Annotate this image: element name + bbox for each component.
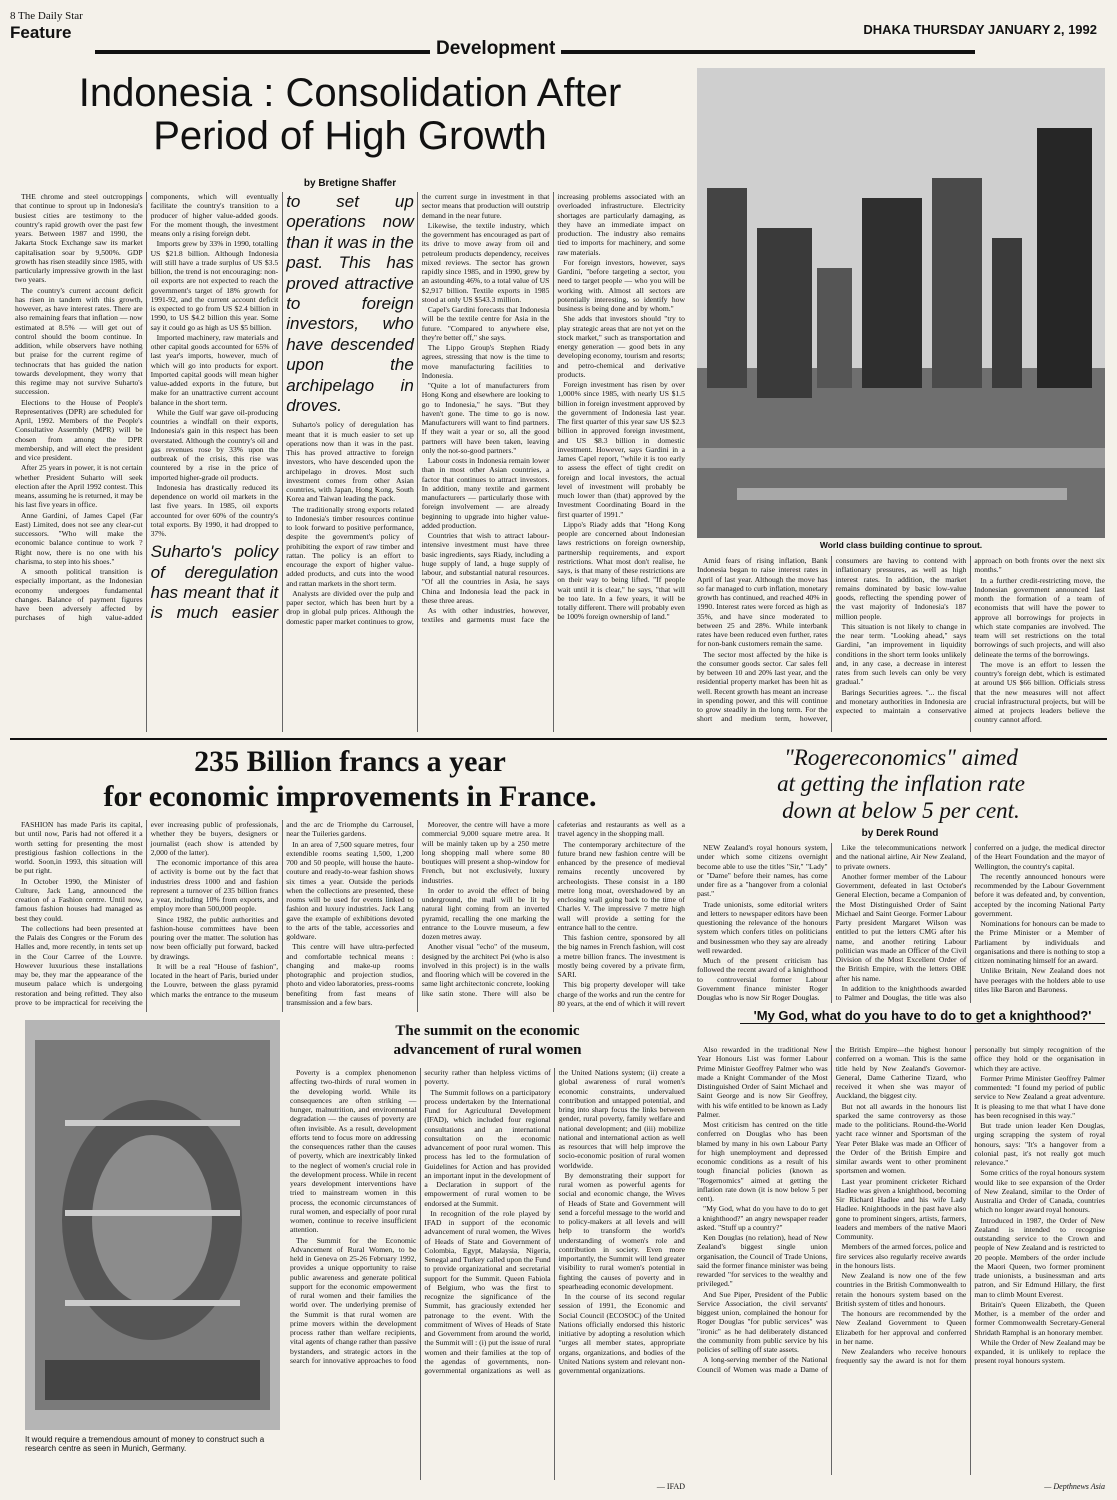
paragraph: By demonstrating their support for rural women as powerful agents for social and economic change, the Wives of Heads of State and Government will send a forceful message to the world and to policy-makers at all levels and will help to transform the world's understanding of women's role and contribution in society. Even more importantly, the Summit will lend greater visibility to rural women's potential in fighting the causes of poverty and in spearheading economic development. <box>558 1170 685 1291</box>
paragraph: In addition to the knighthoods awarded to Palmer and Douglas, the title was also conferred on a judge, the medical director of the Heart Foundation and the mayor of Wellington, the country's capital. <box>835 843 1105 1002</box>
paragraph: Unlike Britain, New Zealand does not have peerages with the holders able to use titles like Baron and Baroness. <box>974 966 1105 994</box>
paragraph: Also rewarded in the traditional New Year Honours List was former Labour Prime Minister Geoffrey Palmer who was made a Knight Commander of the Most Distinguished Order of Saint Michael and Saint George and is now Sir Geoffrey, with his wife entitled to be known as Lady Palmer. <box>697 1045 828 1119</box>
paragraph: Members of the armed forces, police and fire services also regularly receive awards in the honours lists. <box>835 1242 967 1270</box>
headline-line-2: for economic improvements in France. <box>103 779 597 813</box>
paragraph: Barings Securities agrees. "... the fiscal and monetary authorities in Indonesia are expected to maintain a conservative approach on both fronts over the next six months." <box>835 556 1105 715</box>
paragraph: Imported machinery, raw materials and other capital goods accounted for 65% of last year's imports, however, much of which will go into products for export. Imported capital goods will mean higher value-added exports in the future, but make for an unattractive current account balance in the short term. <box>150 332 279 407</box>
paragraph: NEW Zealand's royal honours system, under which some citizens overnight become able to use the titles "Sir," "Lady" or "Dame" before their names, has come under fire as a "hangover from a colonial past." <box>697 843 828 899</box>
paragraph: Nominations for honours can be made to the Prime Minister or a Member of Parliament by individuals and organisations and there is nothing to stop a citizen nominating himself for an award. <box>974 919 1105 965</box>
headline-line-1: "Rogereconomics" aimed <box>784 745 1018 770</box>
paragraph: Trade unionists, some editorial writers and letters to newspaper editors have been questioning the relevance of the honours system which confers titles on politicians and businessmen who they say are already well rewarded. <box>697 899 828 955</box>
nz-byline: by Derek Round <box>861 828 939 839</box>
paragraph: Some critics of the royal honours system would like to see expansion of the Order of New Zealand, similar to the Order of Australia and Order of Canada, countries which no longer award royal honours. <box>974 1168 1105 1215</box>
summit-headline <box>290 1022 685 1060</box>
headline-line-1: The summit on the economic <box>395 1023 580 1039</box>
paragraph: Countries that wish to attract labour-intensive investment must have three basic ingredients, says Riady, including a huge supply of land, a huge supply of labour, and substantial natural resources. "Of all the countries in Asia, he says China and Indonesia lead the pack in these three areas. <box>421 531 550 605</box>
paragraph: Since 1982, the public authorities and fashion-house committees have been pouring over the matter. The solution has now been officially put forward, backed by drawings. <box>150 914 279 961</box>
paragraph: Labour costs in Indonesia remain lower than in most other Asian countries, a factor that continues to attract investors. In addition, many textile and garment manufacturers — particularly those with foreign involvement — are already beginning to upgrade into higher value-added production. <box>421 456 550 530</box>
indonesia-body-columns <box>15 192 685 732</box>
nz-headline <box>697 745 1105 824</box>
paragraph: In October 1990, the Minister of Culture, Jack Lang, announced the creation of a Fashion centre. Until now, famous fashion houses had managed as best they could. <box>15 876 143 923</box>
paragraph: For foreign investors, however, says Gardini, "before targeting a sector, you need to target people — who you will be working with. Almost all sectors are potentially interesting, so identify how business is being done and by whom." <box>557 257 685 313</box>
paragraph: Last year prominent cricketer Richard Hadlee was given a knighthood, becoming Sir Richard Hadlee and his wife Lady Hadlee. Knighthoods in the past have also gone to prominent singers, artists, farmers, leaders and members of the native Maori Community. <box>835 1176 967 1241</box>
paragraph: Britain's Queen Elizabeth, the Queen Mother, is a member of the order and former Commonwealth Secretary-General Shridath Ramphal is an honorary member. <box>974 1299 1105 1337</box>
paragraph: This fashion centre, sponsored by all the big names in French fashion, will cost a metre billion francs. The investment is mostly being covered by a private firm, SARI. <box>557 933 685 979</box>
paragraph: New Zealand is now one of the few countries in the British Commonwealth to retain the honours system based on the British system of titles and honours. <box>835 1271 967 1308</box>
headline-line-2: Period of High Growth <box>153 114 547 159</box>
paragraph: And Sue Piper, President of the Public Service Association, the civil servants' biggest union, complained the honour for Roger Douglas "for public services" was "ironic" as he had deliberately distanced the community from public service by his policies of selling off state assets. <box>697 1289 828 1354</box>
paragraph: Suharto's policy of deregulation has meant that it is much easier to set up operations now than it was in the past. This has proved attractive to foreign investors, who have descended upon the archipelago in droves. Most such investment comes from other Asian countries, with Japan, Hong Kong, South Korea and Taiwan leading the pack. <box>286 420 414 504</box>
paragraph: The economic importance of this area of activity is borne out by the fact that industries dress 1000 and and fashion represent a turnover of 235 billion francs a year, including 10% from exports, and employ more than 500,000 people. <box>150 858 279 914</box>
indonesia-body-continued <box>697 556 1105 732</box>
paragraph: Another visual "echo" of the museum, designed by the architect Pei (who is also involved in this project) is in the walls and flooring which will be covered in the same light architectonic concrete, looking like satin stone. There will also be cafeterias and restaurants as well as a travel agency in the shopping mall. <box>421 820 685 998</box>
paragraph: "My God, what do you have to do to get a knighthood?" an angry newspaper reader asked. "Stuff up a country?" <box>697 1204 828 1232</box>
paragraph: Like the telecommunications network and the national airline, Air New Zealand, to private owners. <box>835 843 967 871</box>
paragraph: Lippo's Riady adds that "Hong Kong people are concerned about Indonesian laws restrictions on foreign ownership, partnership requirements, and export restrictions. What most don't realise, he says, is that many of these restrictions are on their way to being lifted. "If people wait until it is clear," he says, "that will be too late. In a few years, it will be totally different. There will probably even be 100% foreign ownership of land." <box>557 519 685 622</box>
france-headline <box>15 745 685 814</box>
paragraph: Ken Douglas (no relation), head of New Zealand's biggest single union organisation, the Council of Trade Unions, said the former finance minister was being rewarded "for services to the wealthy and privileged." <box>697 1233 828 1289</box>
paragraph: Analysts are divided over the pulp and paper sector, which has been hurt by a drop in global pulp prices. Although the domestic paper market continues to grow, the current surge in investment in that sector means that production will outstrip demand in the near future. <box>286 192 550 626</box>
paragraph: This situation is not likely to change in the near term. "Looking ahead," says Gardini, "an improvement in liquidity conditions in the short term looks unlikely and, in any case, a decrease in interest rates from such levels can only be very gradual." <box>835 621 967 687</box>
paragraph: THE chrome and steel outcroppings that continue to sprout up in Indonesia's busiest cities are testimony to the country's rapid growth over the past few years. Between 1987 and 1990, the Jakarta Stock Exchange saw its market capitalisation soar by 9,500%. GDP growth has risen steadily since 1985, with particularly impressive growth in the last two years. <box>15 192 143 285</box>
knighthood-box-heading: 'My God, what do you have to do to get a knighthood?' <box>740 1008 1105 1024</box>
indonesia-byline: by Bretigne Shaffer <box>303 178 397 189</box>
research-centre-photo <box>25 1020 280 1430</box>
paragraph: In recognition of the role played by IFAD in support of the economic advancement of rural women, the Wives of Heads of State and Government of Colombia, Egypt, Malaysia, Nigeria, Senegal and Turkey called upon the Fund to provide organizational and secretarial support for the Summit. Queen Fabiola of Belgium, who was the first to recognize the significance of the Summit, has graciously extended her patronage to the event. With the commitment of Wives of Heads of State and Government from around the world, the Summit will : (i) put the issue of rural women and their families at the top of the agendas of governments, non-governmental organizations as well as the United Nations system; (ii) create a global awareness of rural women's economic constraints, undervalued contribution and untapped potential, and bring into sharp focus the links between gender, rural poverty, family welfare and national development; and (iii) mobilize national and international action as well as resources that will help improve the socio-economic position of rural women worldwide. <box>424 1068 685 1375</box>
category-label: Development <box>430 38 561 60</box>
nz-body-bottom <box>697 1045 1105 1475</box>
paragraph: In order to avoid the effect of being underground, the mall will be lit by natural light coming from an inverted pyramid, recalling the one marking the entrance to the Louvre museum, a few dozen metres away. <box>421 885 550 941</box>
paragraph: While the Gulf war gave oil-producing countries a windfall on their exports, Indonesia's gain in this respect has been overstated. Although the country's oil and gas revenues rose by 33% upon the outbreak of the crisis, this rise was countered by a rise in the price of imported higher-grade oil products. <box>150 407 279 482</box>
paragraph: In the course of its second regular session of 1991, the Economic and Social Council (ECOSOC) of the United Nations officially endorsed this historic initiative by adopting a resolution which "urges all member states, appropriate organs, organizations, and bodies of the United Nations system and relevant non-governmental organizations. <box>558 1292 685 1375</box>
paragraph: Moreover, the centre will have a more commercial 9,000 square metre area. It will be mainly taken up by a 250 metre long shopping mall where some 80 boutiques will present a shop-window for French, but not exclusively, luxury industries. <box>421 820 550 885</box>
paragraph: She adds that investors should "try to play strategic areas that are not yet on the stock market," such as transportation and energy generation — good bets in any developing economy, tourism and resorts; and petro-chemical and derivative products. <box>557 314 685 379</box>
paragraph: Most criticism has centred on the title conferred on Douglas who has been blamed by many in his own Labour Party for high unemployment and depressed economic conditions as a result of his tough financial policies (known as "Rogernomics" aimed at getting the inflation rate down (it is now below 5 per cent). <box>697 1120 828 1203</box>
paragraph: This centre will have ultra-perfected and comfortable technical means : changing and make-up rooms photographic and projection studios, photo and video laboratories, press-rooms benefiting from fast means of transmission and a few bars. <box>286 942 414 1007</box>
paragraph: In an area of 7,500 square metres, four extendible rooms seating 1,500, 1,200 700 and 50 people, will house the haute-couture and ready-to-wear fashion shows six times a year. Outside the periods when the collections are presented, these rooms will be used for events linked to fashion and luxury industries. Jack Lang gave the example of exhibitions devoted to the arts of the table, accessories and goldware. <box>286 839 414 941</box>
section-divider <box>10 738 1107 740</box>
paragraph: The honours are recommended by the New Zealand Government to Queen Elizabeth for her approval and conferred in her name. <box>835 1309 967 1346</box>
paragraph: Imports grew by 33% in 1990, totalling US $21.8 billion. Although Indonesia will still have a trade surplus of US $3.5 billion, the trend is not encouraging: non-oil exports are not expected to reach the government's target of 18% growth for 1991-92, and the current account deficit is expected to go from US $2.4 billion in 1990, to US $4.2 billion this year. Some say it could go as high as US $5 billion. <box>150 239 279 332</box>
paragraph: Elections to the House of People's Representatives (DPR) are scheduled for April, 1992. Members of the People's Consultative Assembly (MPR) will be chosen from among the DPR membership, and will elect the president and vice president. <box>15 397 143 462</box>
summit-credit: — IFAD <box>656 1482 685 1491</box>
paragraph: New Zealanders who receive honours frequently say the award is not for them personally but simply recognition of the office they hold or the organisation in which they are active. <box>835 1045 1105 1366</box>
paragraph: Capel's Gardini forecasts that Indonesia will be the textile centre for Asia in the future. "Compared to anywhere else, they're better off," she says. <box>421 305 550 342</box>
paragraph: But not all awards in the honours list sparked the same controversy as those made to the politicians. Round-the-World yacht race winner and Sportsman of the Year Peter Blake was made an Officer of the Order of the British Empire and similar awards went to other prominent sportsmen and women. <box>835 1101 967 1176</box>
headline-line-2: at getting the inflation rate <box>777 771 1025 797</box>
paper-name: 8 The Daily Star <box>10 10 83 22</box>
pull-quote: Suharto's policy of deregulation has meant that it is much easier to set up operations now than it was in the past. This has proved attractive to foreign investors, who have descended upon the archipelago in droves. <box>150 192 414 623</box>
paragraph: After 25 years in power, it is not certain whether President Suharto will seek election after the April 1992 contest. This means, assuming he is returned, it may be his last five years in office. <box>15 463 143 510</box>
section-label: Feature <box>10 23 72 42</box>
paragraph: Introduced in 1987, the Order of New Zealand is intended to recognise outstanding service to the Crown and people of New Zealand and is restricted to 20 people. Members of the order include the Maori Queen, two former prominent trade unionists, a businessman and arts patron, and Sir Edmund Hillary, the first man to climb Mount Everest. <box>974 1215 1105 1299</box>
dateline: DHAKA THURSDAY JANUARY 2, 1992 <box>863 22 1097 37</box>
paragraph: Likewise, the textile industry, which the government has encouraged as part of its drive to move away from oil and petroleum products dependency, receives mixed reviews. The sector has grown rapidly since 1985, and in 1990, grew by an astounding 46%, to a total value of US $2,917 billion. Textile exports in 1985 stood at only US $543.3 million. <box>421 220 550 304</box>
research-centre-caption: It would require a tremendous amount of money to construct such a research centre as seen in Munich, Germany. <box>25 1435 265 1453</box>
paragraph: It will be a real "House of fashion", located in the heart of Paris, buried under the Louvre, between the glass pyramid which marks the entrance to the museum and the arc de Triomphe du Carrousel, near the Tuileries gardens. <box>150 820 414 999</box>
paragraph: The contemporary architecture of the future brand new fashion centre will be enhanced by the presence of medieval remains recently uncovered by archeologists. These consist in a 180 metre long moat, overshadowed by an enclosing wall going back to the time of Charles V. The impressive 7 metre high wall will provide a setting for the entrance hall to the centre. <box>557 839 685 932</box>
paragraph: FASHION has made Paris its capital, but until now, Paris had not offered it a worth setting for presenting the most prestigious fashion collections in the world. Soon,in 1993, this situation will be put right. <box>15 820 143 876</box>
paragraph: A long-serving member of the National Council of Women was made a Dame of the British Empire—the highest honour conferred on a woman. This is the same title held by New Zealand's Governor-General, Dame Catherine Tizard, who received it when she was mayor of Auckland, the biggest city. <box>697 1045 967 1374</box>
paragraph: The recently announced honours were recommended by the Labour Government before it was defeated and, by convention, accepted by the incoming National Party government. <box>974 871 1105 918</box>
skyline-photo-caption: World class building continue to sprout. <box>819 540 983 550</box>
paragraph: The sector most affected by the hike is the consumer goods sector. Car sales fell by between 10 and 20% last year, and the residential property market has been hit as well. Recent growth has meant an increase in spending power, and this will continue to grow steadily in the long term. For the short and medium term, however, consumers are having to contend with inflationary pressures, as well as high interest rates. In addition, the market remains dominated by basic low-value goods, reflecting the spending power of the vast majority of Indonesia's 187 million people. <box>697 556 967 724</box>
nz-body-top <box>697 843 1105 1003</box>
masthead-left <box>10 10 83 43</box>
indonesia-headline <box>15 72 685 158</box>
paragraph: But trade union leader Ken Douglas, urging scrapping the system of royal honours, says: "It's a hangover from a colonial past, it's not really got much relevance." <box>974 1121 1105 1167</box>
paragraph: While the Order of New Zealand may be expanded, it is unlikely to replace the present royal honours system. <box>974 1337 1105 1366</box>
paragraph: "Quite a lot of manufacturers from Hong Kong and elsewhere are looking to go to Indonesia," he says. "But they haven't gone. The time to go is now. Manufacturers will want to find partners. If they wait a year or so, all the good partners will have been taken, leaving only the not-so-good partners." <box>421 381 550 455</box>
paragraph: This big property developer will take charge of the works and run the centre for 80 years, at the end of which it will revert <box>557 980 685 1008</box>
paragraph: Indonesia has drastically reduced its dependence on world oil markets in the last five years. In 1985, oil exports accounted for over 60% of the country's total exports. By 1990, it had dropped to 37%. <box>150 482 279 538</box>
paragraph: In a further credit-restricting move, the Indonesian government announced last month the formation of a team of economists that will have the power to approve all borrowings for projects in which state companies are involved. The team will set restrictions on the total borrowings of such projects, and will also delineate the terms of the borrowings. <box>974 575 1105 659</box>
headline-line-2: advancement of rural women <box>393 1041 582 1058</box>
paragraph: The Summit follows on a participatory process undertaken by the International Fund for Agricultural Development (IFAD), which included four regional consultations and an international consultation on the economic advancement of poor rural women. This process has led to the formulation of Guidelines for Action and has provided an important input in the development of a Declaration in support of the empowerment of rural women to be endorsed at the Summit. <box>424 1087 551 1208</box>
research-centre-image <box>25 1020 280 1430</box>
paragraph: The Lippo Group's Stephen Riady agrees, stressing that now is the time to move manufacturing facilities to Indonesia. <box>421 343 550 380</box>
paragraph: The traditionally strong exports related to Indonesia's timber resources continue to look forward to positive performance, despite the government's policy of prohibiting the export of raw timber and rattan. The policy is an effort to encourage the export of higher value-added products, and cuts into the wood and rattan markets in the short term. <box>286 504 414 588</box>
paragraph: Anne Gardini, of James Capel (Far East) Limited, does not see any clear-cut successors. "Who will make the economic balance continue to work ? Right now, there is no one with his charisma, to step into his shoes." <box>15 510 143 566</box>
paragraph: The collections had been presented at the Palais des Congres or the Forum des Halles and, more recently, in tents set up in the Cour Carree of the Louvre. However luxurious these installations may be, they mar the appearance of the museum palace which is undergoing restoration and being refitted. They also prove to be impractical for receiving the ever increasing public of professionals, whether they be buyers, designers or journalist (each show is attended by 2,000 of the latter). <box>15 820 279 1007</box>
headline-line-1: 235 Billion francs a year <box>194 745 506 778</box>
paragraph: Much of the present criticism has followed the recent award of a knighthood to controversial former Labour Government finance minister Roger Douglas who is now Sir Roger Douglas. <box>697 956 828 1002</box>
headline-line-3: down at below 5 per cent. <box>782 797 1020 823</box>
france-body-columns <box>15 820 685 1012</box>
skyline-image <box>697 68 1105 538</box>
paragraph: Another former member of the Labour Government, defeated in last October's General Election, became a Companion of the Most Distinguished Order of Saint Michael and Saint George. Former Labour Party president Margaret Wilson was entitled to put the letters CMG after his name, and another retiring Labour politician was made an Officer of the Civil Division of the Most Excellent Order of the British Empire, with the letters OBE after his name. <box>835 871 967 983</box>
paragraph: Former Prime Minister Geoffrey Palmer commented: "I found my period of public service to New Zealand a great adventure. It is pleasing to me that what I have done has been recognised in this way." <box>974 1073 1105 1120</box>
summit-body-columns <box>290 1068 685 1480</box>
paragraph: A smooth political transition is especially important, as the Indonesian economy undergoes fundamental changes. Balance of payment figures have been adversely affected by purchases of high value-added components, which will eventually facilitate the country's transition to a producer of higher value-added goods. For the moment though, the investment means only a rising foreign debt. <box>15 192 279 623</box>
paragraph: The Summit for the Economic Advancement of Rural Women, to be held in Geneva on 25-26 February 1992, provides a unique opportunity to raise public awareness and generate political support for the economic empowerment of rural women and their families the world over. The underlying premise of the Summit is that rural women are prime movers within the development process rather than welfare recipients, vital agents of change rather than passive bystanders, and strategic actors in the search for innovative approaches to food security rather than helpless victims of poverty. <box>290 1068 551 1365</box>
headline-line-1: Indonesia : Consolidation After <box>78 72 622 115</box>
jakarta-skyline-photo <box>697 68 1105 538</box>
paragraph: Foreign investment has risen by over 1,000% since 1985, with nearly US $1.5 billion in foreign investment approved by the government of Indonesia last year. The first quarter of this year saw US $2.3 billion in approved foreign investment, and US $8.3 billion in domestic investment. However, says Gardini in a James Capel report, "while it is too early to assess the effect of tight credit on foreign and local investors, the actual level of investment will probably be much lower than (that) approved by the Investment Coordinating Board in the first quarter of 1991." <box>557 380 685 519</box>
paragraph: Amid fears of rising inflation, Bank Indonesia began to raise interest rates in April of last year. Although the move has so far managed to curb inflation, monetary growth has continued, and reached 40% in 1990. Interest rates were forced as high as 35%, and have since moderated to between 25 and 28%. While interbank rates have been reduced even further, rates for non-bank customers remain the same. <box>697 556 828 649</box>
paragraph: The move is an effort to lessen the country's foreign debt, which is estimated at around US $66 billion. Officials stress that the new measures will not affect crucial infrastructural projects, but will be aimed at projects leaders believe the country cannot afford. <box>974 659 1105 725</box>
nz-credit: — Depthnews Asia <box>1044 1482 1105 1491</box>
paragraph: The country's current account deficit has risen in tandem with this growth, however, as have interest rates. There are also remaining fears that inflation — now estimated at 8.5% — will get out of control should the boom continue. In addition, while observers have nothing but praise for the current regime of technocrats that has guided the nation towards development, they worry that this regime may not survive Suharto's succession. <box>15 285 143 397</box>
paragraph: As with other industries, however, textiles and garments must face the increasing problems associated with an overloaded infrastructure. Electricity shortages are particularly damaging, as they have an immediate impact on production. The industry also remains tied to imports for machinery, and some raw materials. <box>421 192 685 625</box>
paragraph: Poverty is a complex phenomenon affecting two-thirds of rural women in the developing world. While its consequences are often striking — hunger, malnutrition, and environmental degradation — the causes of poverty are often invisible. As a result, development efforts tend to focus more on addressing the consequences rather than the causes of poverty, which are inextricably linked to the neglect of women's crucial role in the development process. While in recent years development interventions have tried to mainstream women in this process, the economic circumstances of rural women, and especially of poor rural women, continue to receive insufficient attention. <box>290 1068 417 1235</box>
